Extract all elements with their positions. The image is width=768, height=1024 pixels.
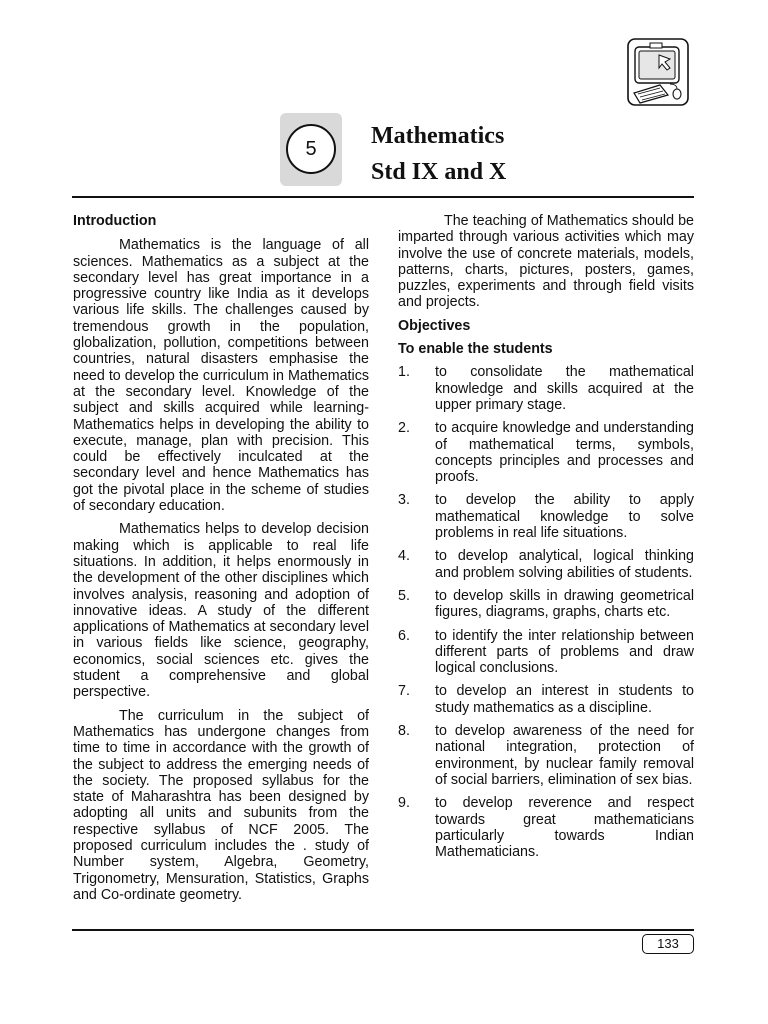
objective-text: to develop analytical, logical thinking and problem solving abilities of students. xyxy=(435,548,694,581)
intro-paragraph: Mathematics helps to develop decision making which is applicable to real life situations. In addition, it helps enormously in the development of the other disciplines which involves analysis, reasoning and adoption of innovative ideas. A study of the different applications of Mathematics at secondary level in various fields like science, geography, economics, social sciences etc. gives the student a comprehensive and global perspective. xyxy=(73,521,369,701)
intro-paragraph: Mathematics is the language of all sciences. Mathematics as a subject at the secondary level has great importance in a progressive country like India as it develops various life skills. The challenges caused by tremendous growth in the population, globalization, pollution, competitions between countries, natural disasters emphasise the need to develop the curriculum in Mathematics at the secondary level. Knowledge of the subject and skills acquired while learning-Mathematics helps in developing the ability to execute, manage, plan with precision. This could be effectively inculcated at the secondary level and hence Mathematics has got the pivotal place in the scheme of studies of secondary education. xyxy=(73,237,369,515)
objective-item xyxy=(398,548,694,581)
title-line-subject: Mathematics xyxy=(371,123,505,149)
computer-with-keyboard-icon xyxy=(626,37,690,107)
objective-number: 6. xyxy=(398,627,410,644)
objective-number: 9. xyxy=(398,795,410,812)
objective-number: 7. xyxy=(398,683,410,700)
intro-paragraph: The curriculum in the subject of Mathematics has undergone changes from time to time in accordance with the growth of the subject to address the emerging needs of the society. The proposed syllabus for the state of Maharashtra has been designed by adopting all units and subunits from the respective syllabus of NCF 2005. The proposed curriculum includes the . study of Number system, Algebra, Geometry, Trigonometry, Mensuration, Statistics, Graphs and Co-ordinate geometry. xyxy=(73,707,369,903)
page-number: 133 xyxy=(642,934,694,954)
objective-number: 5. xyxy=(398,587,410,604)
objective-number: 8. xyxy=(398,723,410,740)
objective-number: 2. xyxy=(398,420,410,437)
objective-text: to develop the ability to apply mathematical knowledge to solve problems in real life situations. xyxy=(435,492,694,542)
teaching-paragraph: The teaching of Mathematics should be imparted through various activities which may involve the use of concrete materials, models, patterns, charts, pictures, posters, games, puzzles, experiments and through field visits and projects. xyxy=(398,213,694,311)
objective-item xyxy=(398,795,694,860)
objective-text: to consolidate the mathematical knowledge and skills acquired at the upper primary stage. xyxy=(435,364,694,413)
objectives-list xyxy=(398,364,694,860)
objective-item xyxy=(398,723,694,788)
objective-item xyxy=(398,628,694,677)
footer-divider xyxy=(72,929,694,931)
title-line-standard: Std IX and X xyxy=(371,159,507,185)
objective-number: 4. xyxy=(398,548,410,565)
objective-item xyxy=(398,683,694,716)
objective-text: to acquire knowledge and understanding of mathematical terms, symbols, concepts principles and processes and proofs. xyxy=(435,420,694,486)
objective-item xyxy=(398,420,694,485)
objectives-subheading: To enable the students xyxy=(398,341,553,358)
chapter-number: 5 xyxy=(286,124,336,174)
objective-item xyxy=(398,364,694,413)
objective-text: to develop skills in drawing geometrical figures, diagrams, graphs, charts etc. xyxy=(435,587,694,621)
right-column xyxy=(398,213,694,867)
left-column xyxy=(73,213,369,910)
objective-text: to develop reverence and respect towards great mathematicians particularly towards Indian Mathematicians. xyxy=(435,795,694,861)
objectives-heading: Objectives xyxy=(398,317,471,334)
objective-text: to develop awareness of the need for national integration, protection of environment, by nuclear family removal of social barriers, elimination of sex bias. xyxy=(435,723,694,788)
header-divider xyxy=(72,196,694,198)
page-title xyxy=(371,118,506,190)
chapter-number-badge xyxy=(280,113,342,186)
objective-item xyxy=(398,588,694,621)
objective-text: to develop an interest in students to study mathematics as a discipline. xyxy=(435,683,694,716)
objective-number: 3. xyxy=(398,492,410,509)
objective-number: 1. xyxy=(398,364,410,381)
objective-text: to identify the inter relationship between different parts of problems and draw logical conclusions. xyxy=(435,627,694,677)
introduction-heading: Introduction xyxy=(73,213,157,229)
objective-item xyxy=(398,492,694,541)
